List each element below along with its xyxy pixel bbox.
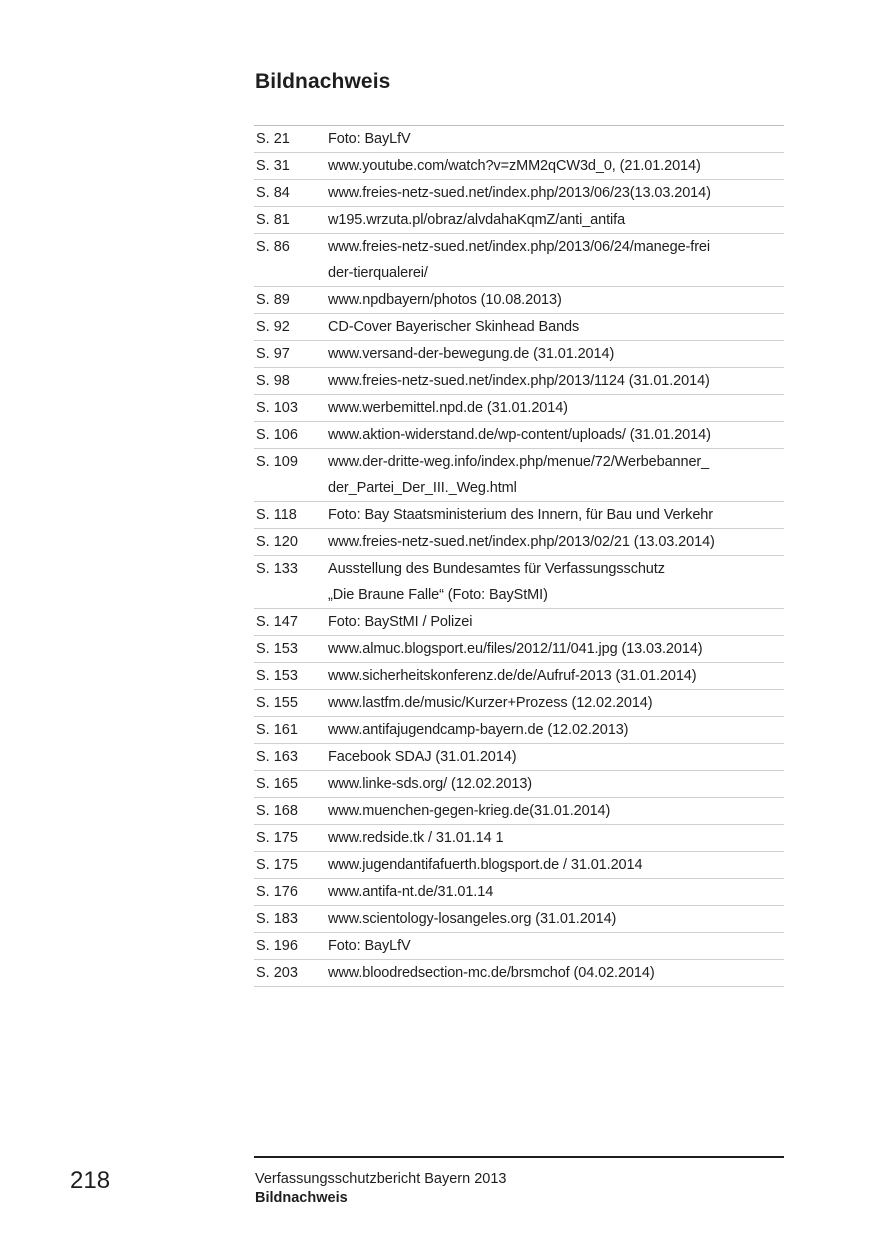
credit-page-ref: S. 175 <box>256 857 298 873</box>
credit-row <box>254 879 784 906</box>
credit-page-ref: S. 98 <box>256 373 290 389</box>
credit-source: w195.wrzuta.pl/obraz/alvdahaKqmZ/anti_antifa <box>328 212 626 228</box>
credit-row <box>254 180 784 207</box>
credit-source: www.jugendantifafuerth.blogsport.de / 31.01.2014 <box>328 857 643 873</box>
credit-source: www.werbemittel.npd.de (31.01.2014) <box>328 400 568 416</box>
credit-source: Foto: BayStMI / Polizei <box>328 614 473 630</box>
credit-source: www.scientology-losangeles.org (31.01.2014) <box>328 911 617 927</box>
credit-source: Foto: BayLfV <box>328 938 411 954</box>
credit-page-ref: S. 84 <box>256 185 290 201</box>
credit-row <box>254 395 784 422</box>
credit-row <box>254 556 784 609</box>
credit-row <box>254 771 784 798</box>
credit-source: www.npdbayern/photos (10.08.2013) <box>328 292 562 308</box>
credit-source: www.lastfm.de/music/Kurzer+Prozess (12.02.2014) <box>328 695 653 711</box>
credit-page-ref: S. 21 <box>256 131 290 147</box>
credit-source: www.muenchen-gegen-krieg.de(31.01.2014) <box>328 803 611 819</box>
footer-divider <box>254 1156 784 1158</box>
credit-page-ref: S. 163 <box>256 749 298 765</box>
credit-source: www.freies-netz-sued.net/index.php/2013/02/21 (13.03.2014) <box>328 534 715 550</box>
credit-page-ref: S. 161 <box>256 722 298 738</box>
credit-source: www.freies-netz-sued.net/index.php/2013/1124 (31.01.2014) <box>328 373 710 389</box>
credit-page-ref: S. 183 <box>256 911 298 927</box>
credit-page-ref: S. 103 <box>256 400 298 416</box>
credit-source: CD-Cover Bayerischer Skinhead Bands <box>328 319 580 335</box>
credit-row <box>254 422 784 449</box>
credit-row <box>254 153 784 180</box>
credit-source: www.bloodredsection-mc.de/brsmchof (04.02.2014) <box>328 965 655 981</box>
footer-publication-title: Verfassungsschutzbericht Bayern 2013 <box>255 1171 507 1187</box>
page-number: 218 <box>70 1167 111 1194</box>
credit-page-ref: S. 97 <box>256 346 290 362</box>
credit-page-ref: S. 81 <box>256 212 290 228</box>
credit-page-ref: S. 118 <box>256 507 297 523</box>
credit-row <box>254 798 784 825</box>
credit-source: Ausstellung des Bundesamtes für Verfassungsschutz „Die Braune Falle“ (Foto: BayStMI) <box>328 561 665 603</box>
credit-page-ref: S. 106 <box>256 427 298 443</box>
credit-source: www.versand-der-bewegung.de (31.01.2014) <box>328 346 615 362</box>
credit-row <box>254 960 784 987</box>
credits-table <box>254 125 784 987</box>
credit-page-ref: S. 109 <box>256 454 298 470</box>
credit-page-ref: S. 203 <box>256 965 298 981</box>
credit-page-ref: S. 165 <box>256 776 298 792</box>
credit-source: www.sicherheitskonferenz.de/de/Aufruf-2013 (31.01.2014) <box>328 668 697 684</box>
credit-row <box>254 609 784 636</box>
credit-source: www.linke-sds.org/ (12.02.2013) <box>328 776 533 792</box>
credit-page-ref: S. 168 <box>256 803 298 819</box>
credit-page-ref: S. 155 <box>256 695 298 711</box>
credit-row <box>254 690 784 717</box>
credit-source: www.youtube.com/watch?v=zMM2qCW3d_0, (21.01.2014) <box>328 158 701 174</box>
credit-row <box>254 368 784 395</box>
credit-row <box>254 234 784 287</box>
credit-source: www.almuc.blogsport.eu/files/2012/11/041.jpg (13.03.2014) <box>328 641 703 657</box>
credit-page-ref: S. 147 <box>256 614 298 630</box>
credit-row <box>254 663 784 690</box>
credit-page-ref: S. 120 <box>256 534 298 550</box>
credit-page-ref: S. 153 <box>256 641 298 657</box>
credit-row <box>254 287 784 314</box>
credit-row <box>254 502 784 529</box>
credit-source: Foto: BayLfV <box>328 131 411 147</box>
credit-row <box>254 207 784 234</box>
credit-row <box>254 852 784 879</box>
credit-source: www.antifa-nt.de/31.01.14 <box>328 884 494 900</box>
credit-row <box>254 529 784 556</box>
credit-source: www.freies-netz-sued.net/index.php/2013/06/24/manege-frei der-tierqualerei/ <box>328 239 711 281</box>
credit-page-ref: S. 176 <box>256 884 298 900</box>
credit-source: www.antifajugendcamp-bayern.de (12.02.2013) <box>328 722 629 738</box>
credit-page-ref: S. 175 <box>256 830 298 846</box>
credit-row <box>254 906 784 933</box>
credit-source: www.der-dritte-weg.info/index.php/menue/72/Werbebanner_ der_Partei_Der_III._Weg.html <box>328 454 710 496</box>
credit-source: www.freies-netz-sued.net/index.php/2013/06/23(13.03.2014) <box>328 185 711 201</box>
credit-source: Facebook SDAJ (31.01.2014) <box>328 749 517 765</box>
credit-row <box>254 933 784 960</box>
credit-page-ref: S. 89 <box>256 292 290 308</box>
credit-row <box>254 126 784 153</box>
credit-row <box>254 341 784 368</box>
page-title: Bildnachweis <box>255 70 391 93</box>
credit-source: www.redside.tk / 31.01.14 1 <box>328 830 504 846</box>
credit-page-ref: S. 86 <box>256 239 290 255</box>
credit-row <box>254 314 784 341</box>
credit-page-ref: S. 92 <box>256 319 290 335</box>
credit-source: www.aktion-widerstand.de/wp-content/uploads/ (31.01.2014) <box>328 427 711 443</box>
credit-row <box>254 744 784 771</box>
footer-section-title: Bildnachweis <box>255 1190 348 1206</box>
credit-source: Foto: Bay Staatsministerium des Innern, für Bau und Verkehr <box>328 507 713 523</box>
credit-page-ref: S. 31 <box>256 158 290 174</box>
credit-page-ref: S. 133 <box>256 561 298 577</box>
credit-row <box>254 636 784 663</box>
credit-page-ref: S. 153 <box>256 668 298 684</box>
credit-row <box>254 449 784 502</box>
credit-row <box>254 825 784 852</box>
credit-page-ref: S. 196 <box>256 938 298 954</box>
credit-row <box>254 717 784 744</box>
